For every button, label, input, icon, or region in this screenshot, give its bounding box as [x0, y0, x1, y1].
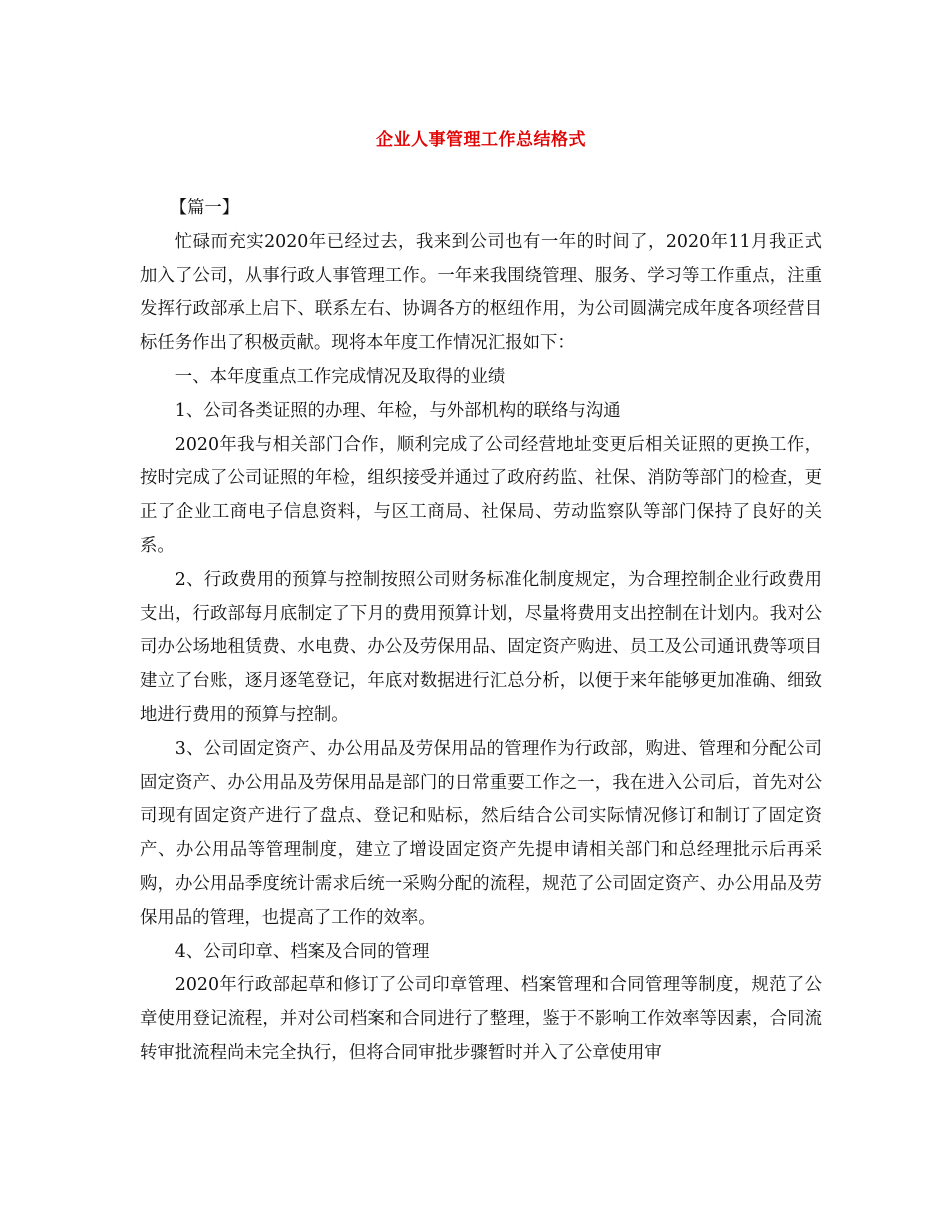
document-title: 企业人事管理工作总结格式 — [376, 130, 586, 150]
paragraph: 2、行政费用的预算与控制按照公司财务标准化制度规定，为合理控制企业行政费用支出，行政部每月底制定了下月的费用预算计划，尽量将费用支出控制在计划内。我对公司办公场地租赁费、水电费、办公及劳保用品、固定资产购进、员工及公司通讯费等项目建立了台账，逐月逐笔登记，年底对数据进行汇总分析，以便于来年能够更加准确、细致地进行费用的预算与控制。 — [140, 569, 822, 725]
paragraph: 忙碌而充实2020年已经过去，我来到公司也有一年的时间了，2020年11月我正式加入了公司，从事行政人事管理工作。一年来我围绕管理、服务、学习等工作重点，注重发挥行政部承上启下、联系左右、协调各方的枢纽作用，为公司圆满完成年度各项经营目标任务作出了积极贡献。现将本年度工作情况汇报如下： — [140, 231, 822, 354]
paragraph: 2020年行政部起草和修订了公司印章管理、档案管理和合同管理等制度，规范了公章使用登记流程，并对公司档案和合同进行了整理，鉴于不影响工作效率等因素，合同流转审批流程尚未完全执行，但将合同审批步骤暂时并入了公章使用审 — [140, 975, 822, 1063]
paragraph: 一、本年度重点工作完成情况及取得的业绩 — [174, 366, 506, 387]
paragraph: 2020年我与相关部门合作，顺利完成了公司经营地址变更后相关证照的更换工作，按时完成了公司证照的年检，组织接受并通过了政府药监、社保、消防等部门的检查，更正了企业工商电子信息资料，与区工商局、社保局、劳动监察队等部门保持了良好的关系。 — [140, 434, 822, 556]
paragraph: 1、公司各类证照的办理、年检，与外部机构的联络与沟通 — [174, 400, 621, 421]
document-body — [140, 192, 822, 1071]
section-heading: 【篇一】 — [169, 198, 240, 218]
paragraph: 3、公司固定资产、办公用品及劳保用品的管理作为行政部，购进、管理和分配公司固定资产、办公用品及劳保用品是部门的日常重要工作之一，我在进入公司后，首先对公司现有固定资产进行了盘点、登记和贴标，然后结合公司实际情况修订和制订了固定资产、办公用品等管理制度，建立了增设固定资产先提申请相关部门和总经理批示后再采购，办公用品季度统计需求后统一采购分配的流程，规范了公司固定资产、办公用品及劳保用品的管理，也提高了工作的效率。 — [140, 738, 822, 928]
paragraph: 4、公司印章、档案及合同的管理 — [174, 941, 430, 962]
